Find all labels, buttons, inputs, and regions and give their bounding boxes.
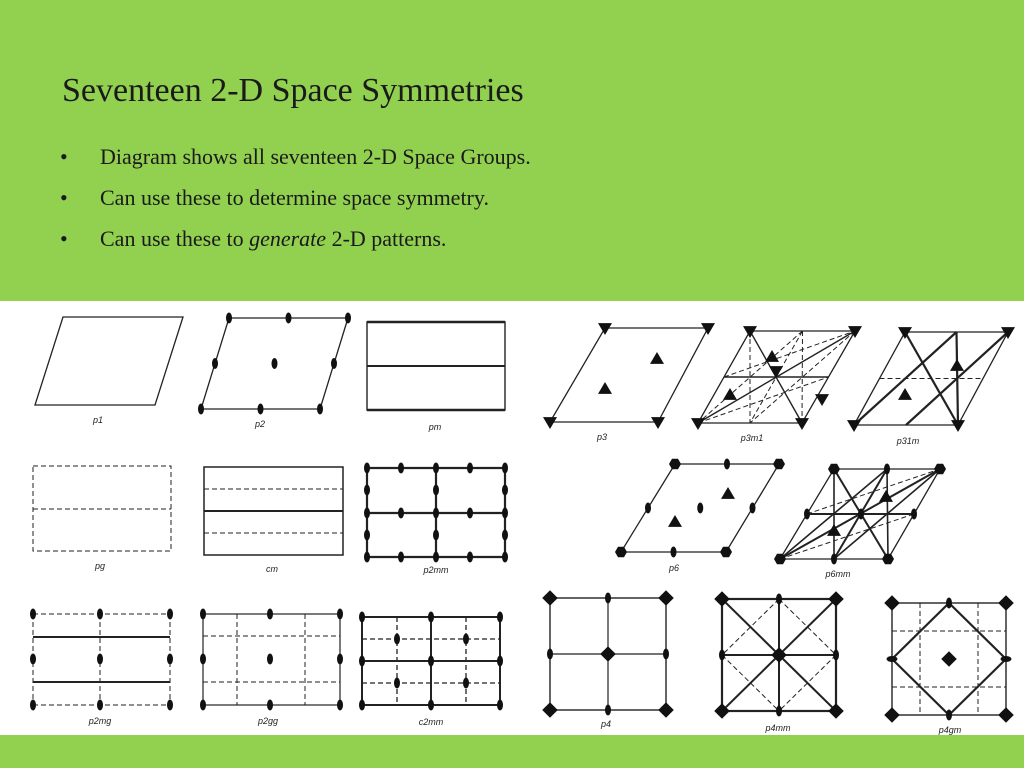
twofold-axis-marker	[364, 508, 370, 519]
group-label-p31m: p31m	[896, 436, 920, 446]
threefold-axis-marker	[543, 417, 557, 429]
threefold-axis-marker	[668, 515, 682, 527]
group-label-pm: pm	[428, 422, 442, 432]
twofold-axis-marker	[433, 530, 439, 541]
threefold-axis-marker	[723, 388, 737, 400]
twofold-axis-marker	[359, 612, 365, 623]
threefold-axis-marker	[848, 326, 862, 338]
twofold-axis-marker	[198, 404, 204, 415]
space-group-p2	[198, 313, 351, 430]
group-label-p2gg: p2gg	[257, 716, 279, 726]
space-group-p4gm	[884, 595, 1014, 735]
threefold-axis-marker	[847, 420, 861, 432]
threefold-axis-marker	[898, 327, 912, 339]
twofold-axis-marker	[750, 503, 756, 514]
twofold-axis-marker	[167, 700, 173, 711]
twofold-axis-marker	[502, 508, 508, 519]
sixfold-axis-marker	[615, 547, 627, 557]
space-group-pg	[33, 466, 171, 571]
twofold-axis-marker	[605, 705, 611, 716]
twofold-axis-marker	[697, 503, 703, 514]
twofold-axis-marker	[200, 609, 206, 620]
mirror-line	[957, 332, 959, 425]
twofold-axis-marker	[394, 678, 400, 689]
twofold-axis-marker	[200, 654, 206, 665]
space-group-p6	[615, 459, 785, 574]
group-label-p4: p4	[600, 719, 612, 729]
twofold-axis-marker	[267, 700, 273, 711]
group-label-c2mm: c2mm	[418, 717, 444, 727]
mirror-line	[887, 469, 888, 559]
twofold-axis-marker	[497, 700, 503, 711]
threefold-axis-marker	[743, 326, 757, 338]
twofold-axis-marker	[337, 700, 343, 711]
group-label-p6mm: p6mm	[825, 569, 851, 579]
space-group-p3	[543, 323, 715, 442]
threefold-axis-marker	[795, 418, 809, 430]
twofold-axis-marker	[645, 503, 651, 514]
fourfold-axis-marker	[542, 702, 558, 718]
twofold-axis-marker	[724, 459, 730, 470]
twofold-axis-marker	[364, 552, 370, 563]
space-group-p2mg	[30, 609, 173, 727]
space-group-p31m	[847, 327, 1015, 446]
group-label-p6: p6	[668, 563, 680, 573]
twofold-axis-marker	[267, 609, 273, 620]
sixfold-axis-marker	[773, 459, 785, 469]
twofold-axis-marker	[258, 404, 264, 415]
group-label-p4gm: p4gm	[938, 725, 962, 735]
threefold-axis-marker	[898, 388, 912, 400]
threefold-axis-marker	[701, 323, 715, 335]
twofold-axis-marker	[719, 650, 725, 661]
twofold-axis-marker	[497, 656, 503, 667]
fourfold-axis-marker	[998, 595, 1014, 611]
slide-title: Seventeen 2-D Space Symmetries	[62, 72, 524, 109]
twofold-axis-marker	[272, 358, 278, 369]
bullet-marker: •	[60, 226, 68, 251]
twofold-axis-marker	[345, 313, 351, 324]
twofold-axis-marker	[605, 593, 611, 604]
twofold-axis-marker	[663, 649, 669, 660]
twofold-axis-marker	[398, 463, 404, 474]
threefold-axis-marker	[769, 366, 783, 378]
sixfold-axis-marker	[720, 547, 732, 557]
space-group-cm	[204, 467, 343, 574]
twofold-axis-marker	[97, 609, 103, 620]
twofold-axis-marker	[30, 654, 36, 665]
twofold-axis-marker	[833, 650, 839, 661]
twofold-axis-marker	[467, 463, 473, 474]
bullet-text-pre: Can use these to	[100, 226, 250, 251]
twofold-axis-marker	[804, 509, 810, 520]
group-label-cm: cm	[266, 564, 278, 574]
space-groups-diagram	[0, 301, 1024, 735]
twofold-axis-marker	[858, 509, 864, 520]
sixfold-axis-marker	[669, 459, 681, 469]
twofold-axis-marker	[911, 509, 917, 520]
twofold-axis-marker	[502, 552, 508, 563]
twofold-axis-marker	[317, 404, 323, 415]
fourfold-axis-marker	[884, 707, 900, 723]
twofold-axis-marker	[671, 547, 677, 558]
twofold-axis-marker	[946, 710, 952, 721]
bullet-text: Diagram shows all seventeen 2-D Space Groups.	[100, 144, 531, 169]
twofold-axis-marker	[547, 649, 553, 660]
sixfold-axis-marker	[828, 464, 840, 474]
twofold-axis-marker	[97, 700, 103, 711]
twofold-axis-marker	[226, 313, 232, 324]
threefold-axis-marker	[950, 359, 964, 371]
twofold-axis-marker	[433, 508, 439, 519]
twofold-axis-marker	[497, 612, 503, 623]
twofold-axis-marker	[433, 552, 439, 563]
twofold-axis-marker	[428, 612, 434, 623]
twofold-axis-marker	[433, 463, 439, 474]
twofold-axis-marker	[337, 654, 343, 665]
threefold-axis-marker	[721, 487, 735, 499]
twofold-axis-marker	[433, 485, 439, 496]
space-group-p3m1	[691, 326, 862, 443]
space-group-pm	[367, 322, 505, 432]
unit-cell	[35, 317, 183, 405]
twofold-axis-marker	[776, 706, 782, 717]
twofold-axis-marker	[30, 609, 36, 620]
twofold-axis-marker	[167, 609, 173, 620]
space-group-c2mm	[359, 612, 503, 728]
twofold-axis-marker	[286, 313, 292, 324]
fourfold-axis-marker	[998, 707, 1014, 723]
twofold-axis-marker	[167, 654, 173, 665]
twofold-axis-marker	[502, 463, 508, 474]
fourfold-axis-marker	[884, 595, 900, 611]
twofold-axis-marker	[463, 678, 469, 689]
space-group-p2mm	[364, 463, 508, 576]
twofold-axis-marker	[463, 634, 469, 645]
threefold-axis-marker	[815, 394, 829, 406]
threefold-axis-marker	[598, 323, 612, 335]
twofold-axis-marker	[364, 485, 370, 496]
fourfold-axis-marker	[600, 646, 616, 662]
twofold-axis-marker	[364, 530, 370, 541]
twofold-axis-marker	[398, 552, 404, 563]
threefold-axis-marker	[691, 418, 705, 430]
fourfold-axis-marker	[658, 590, 674, 606]
twofold-axis-marker	[398, 508, 404, 519]
twofold-axis-marker	[359, 656, 365, 667]
twofold-axis-marker	[467, 508, 473, 519]
group-label-p4mm: p4mm	[765, 723, 791, 733]
twofold-axis-marker	[30, 700, 36, 711]
twofold-axis-marker	[428, 700, 434, 711]
twofold-axis-marker	[428, 656, 434, 667]
twofold-axis-marker	[946, 598, 952, 609]
space-group-p4mm	[714, 591, 844, 733]
twofold-axis-marker	[502, 530, 508, 541]
fourfold-axis-marker	[941, 651, 957, 667]
group-label-p3: p3	[596, 432, 608, 442]
twofold-axis-marker	[467, 552, 473, 563]
space-group-p2gg	[200, 609, 343, 727]
unit-cell	[550, 328, 708, 422]
twofold-axis-marker	[776, 594, 782, 605]
fourfold-axis-marker	[658, 702, 674, 718]
twofold-axis-marker	[337, 609, 343, 620]
twofold-axis-marker	[359, 700, 365, 711]
group-label-pg: pg	[94, 561, 106, 571]
fourfold-axis-marker	[542, 590, 558, 606]
threefold-axis-marker	[951, 420, 965, 432]
space-group-p1	[35, 317, 183, 425]
threefold-axis-marker	[598, 382, 612, 394]
twofold-axis-marker	[831, 554, 837, 565]
twofold-axis-marker	[364, 463, 370, 474]
bullet-marker: •	[60, 144, 68, 169]
bullet-item	[60, 222, 531, 263]
twofold-axis-marker	[212, 358, 218, 369]
twofold-axis-marker	[884, 464, 890, 475]
twofold-axis-marker	[1001, 656, 1012, 662]
space-group-p6mm	[774, 464, 946, 580]
group-label-p3m1: p3m1	[740, 433, 764, 443]
glide-line	[698, 377, 829, 423]
bullet-list	[60, 140, 531, 263]
bullet-marker: •	[60, 185, 68, 210]
group-label-p2: p2	[254, 419, 266, 429]
twofold-axis-marker	[331, 358, 337, 369]
bullet-item	[60, 181, 531, 222]
twofold-axis-marker	[97, 654, 103, 665]
space-group-p4	[542, 590, 674, 729]
threefold-axis-marker	[650, 352, 664, 364]
sixfold-axis-marker	[882, 554, 894, 564]
threefold-axis-marker	[765, 350, 779, 362]
twofold-axis-marker	[394, 634, 400, 645]
bullet-text-emphasis: generate	[249, 226, 327, 251]
twofold-axis-marker	[200, 700, 206, 711]
twofold-axis-marker	[502, 485, 508, 496]
bullet-text-post: 2-D patterns.	[326, 226, 447, 251]
bullet-item	[60, 140, 531, 181]
group-label-p2mm: p2mm	[423, 565, 449, 575]
group-label-p2mg: p2mg	[88, 716, 112, 726]
space-groups-figure	[0, 301, 1024, 735]
group-label-p1: p1	[92, 415, 104, 425]
bullet-text: Can use these to determine space symmetry.	[100, 185, 489, 210]
threefold-axis-marker	[651, 417, 665, 429]
twofold-axis-marker	[887, 656, 898, 662]
twofold-axis-marker	[267, 654, 273, 665]
